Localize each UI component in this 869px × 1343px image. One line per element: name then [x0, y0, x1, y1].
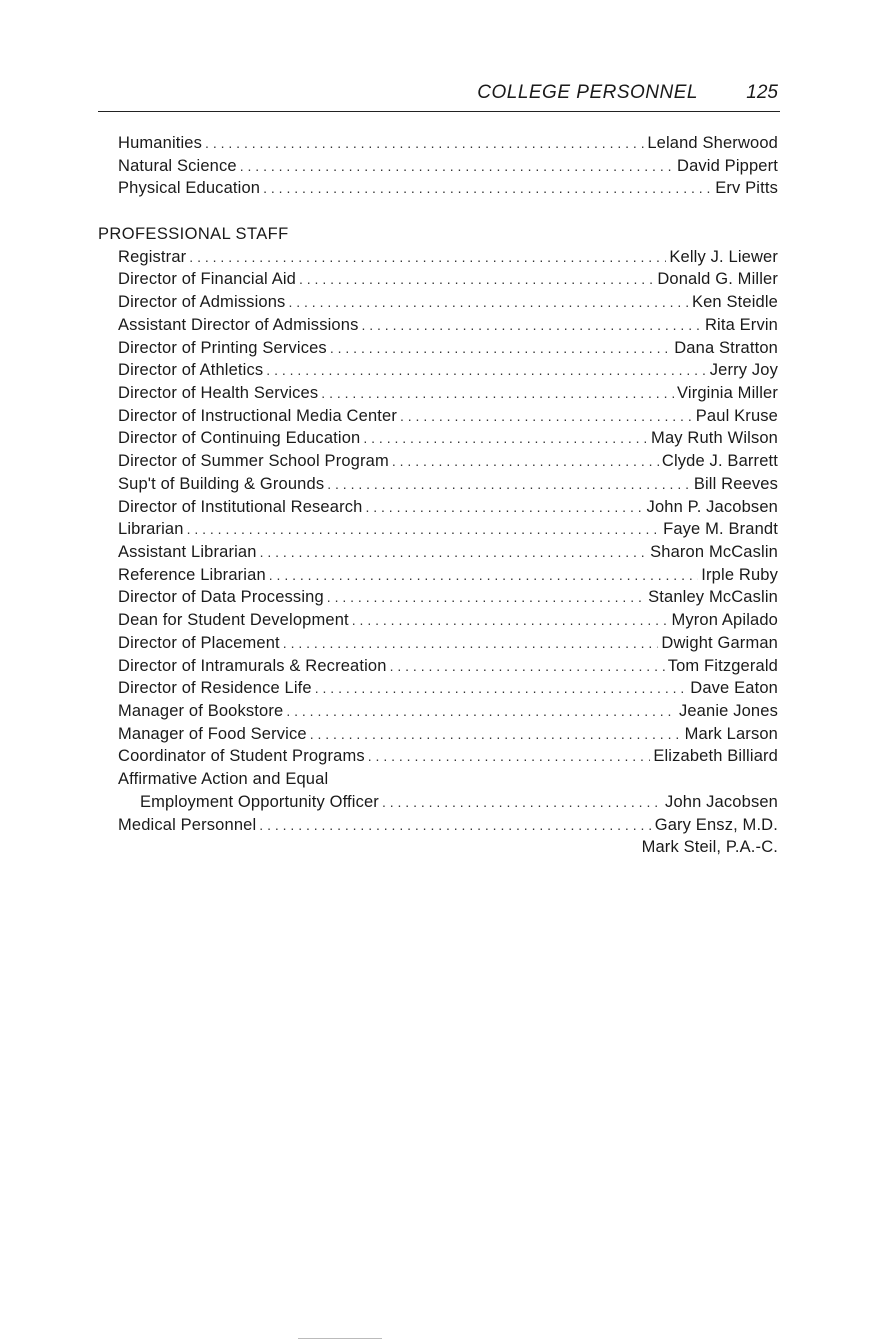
staff-row: [118, 564, 778, 586]
staff-row: [118, 518, 778, 540]
staff-row: [118, 723, 778, 745]
person-name: Mark Steil, P.A.-C.: [641, 838, 778, 856]
dot-leader: [283, 632, 659, 654]
role-label: Director of Financial Aid: [118, 270, 296, 288]
role-label: Librarian: [118, 520, 184, 538]
person-name: Virginia Miller: [677, 384, 778, 402]
role-label: Employment Opportunity Officer: [140, 793, 379, 811]
person-name: Gary Ensz, M.D.: [654, 816, 778, 834]
role-label: Sup't of Building & Grounds: [118, 475, 325, 493]
staff-row: [118, 586, 778, 608]
dot-leader: [187, 518, 661, 540]
role-label: Director of Admissions: [118, 293, 286, 311]
dot-leader: [392, 450, 659, 472]
role-label: Director of Institutional Research: [118, 498, 363, 516]
person-name: Elizabeth Billiard: [653, 747, 778, 765]
role-label: Medical Personnel: [118, 816, 257, 834]
role-label: Director of Intramurals & Recreation: [118, 657, 387, 675]
person-name: Jeanie Jones: [678, 702, 778, 720]
role-label: Humanities: [118, 134, 203, 152]
dot-leader: [315, 677, 688, 699]
dot-leader: [368, 745, 651, 767]
role-label: Manager of Food Service: [118, 725, 307, 743]
role-label: Director of Health Services: [118, 384, 319, 402]
person-name: Myron Apilado: [671, 611, 778, 629]
section-heading: PROFESSIONAL STAFF: [98, 225, 289, 243]
role-label: Assistant Librarian: [118, 543, 257, 561]
dot-leader: [321, 382, 674, 404]
staff-row: [118, 632, 778, 654]
person-name: John Jacobsen: [665, 793, 778, 811]
role-label: Natural Science: [118, 157, 237, 175]
person-name: Rita Ervin: [704, 316, 778, 334]
person-name: Dwight Garman: [661, 634, 778, 652]
header-rule: [98, 111, 780, 112]
role-label: Dean for Student Development: [118, 611, 349, 629]
role-label: Director of Placement: [118, 634, 280, 652]
dot-leader: [330, 337, 671, 359]
header-title: COLLEGE PERSONNEL: [477, 82, 698, 103]
role-label: Director of Athletics: [118, 361, 264, 379]
role-label: Registrar: [118, 248, 187, 266]
department-row: [118, 132, 778, 154]
person-name: Dave Eaton: [690, 679, 778, 697]
role-label: Director of Residence Life: [118, 679, 312, 697]
person-name: John P. Jacobsen: [646, 498, 778, 516]
person-name: Stanley McCaslin: [648, 588, 778, 606]
page-edge-mark: [298, 1338, 382, 1339]
staff-row: [118, 450, 778, 472]
staff-row: [118, 359, 778, 381]
dot-leader: [286, 700, 676, 722]
dot-leader: [266, 359, 706, 381]
person-name: Mark Larson: [684, 725, 778, 743]
dot-leader: [240, 155, 674, 177]
role-label: Director of Printing Services: [118, 339, 327, 357]
person-name: Erv Pitts: [715, 179, 778, 197]
dot-leader: [288, 291, 689, 313]
dot-leader: [260, 541, 648, 563]
staff-row: [118, 473, 778, 495]
person-name: Ken Steidle: [691, 293, 778, 311]
dot-leader: [365, 496, 643, 518]
dot-leader: [299, 268, 654, 290]
person-name: Kelly J. Liewer: [669, 248, 778, 266]
staff-row: [118, 314, 778, 336]
dot-leader: [189, 246, 666, 268]
staff-row: [118, 382, 778, 404]
dot-leader: [327, 586, 645, 608]
person-name: Clyde J. Barrett: [661, 452, 778, 470]
staff-row: [118, 405, 778, 427]
dot-leader: [259, 814, 651, 836]
dot-leader: [382, 791, 662, 813]
staff-row: [118, 677, 778, 699]
staff-row: [118, 337, 778, 359]
affirmative-action-label: Affirmative Action and Equal: [118, 770, 329, 788]
dot-leader: [327, 473, 691, 495]
running-header: [98, 82, 780, 112]
person-name: Jerry Joy: [709, 361, 778, 379]
staff-row: [118, 291, 778, 313]
person-name: Faye M. Brandt: [663, 520, 778, 538]
role-label: Reference Librarian: [118, 566, 266, 584]
staff-row: [118, 246, 778, 268]
staff-row: [140, 791, 778, 813]
dot-leader: [352, 609, 669, 631]
staff-row: [118, 655, 778, 677]
person-name: Tom Fitzgerald: [667, 657, 778, 675]
person-name: Donald G. Miller: [657, 270, 778, 288]
dot-leader: [363, 427, 648, 449]
person-name: Bill Reeves: [693, 475, 778, 493]
dot-leader: [390, 655, 665, 677]
dot-leader: [263, 177, 712, 199]
role-label: Assistant Director of Admissions: [118, 316, 359, 334]
staff-row: [118, 541, 778, 563]
role-label: Director of Summer School Program: [118, 452, 389, 470]
person-name: Sharon McCaslin: [650, 543, 778, 561]
role-label: Director of Instructional Media Center: [118, 407, 397, 425]
staff-row: [118, 700, 778, 722]
staff-row: [118, 814, 778, 836]
role-label: Director of Continuing Education: [118, 429, 361, 447]
role-label: Physical Education: [118, 179, 261, 197]
person-name: Dana Stratton: [674, 339, 778, 357]
department-row: [118, 155, 778, 177]
staff-row: [118, 745, 778, 767]
page-number: 125: [746, 82, 778, 103]
dot-leader: [400, 405, 693, 427]
person-name: Leland Sherwood: [647, 134, 778, 152]
dot-leader: [361, 314, 702, 336]
staff-row: [118, 268, 778, 290]
role-label: Director of Data Processing: [118, 588, 324, 606]
dot-leader: [205, 132, 644, 154]
staff-row: [118, 609, 778, 631]
person-name: May Ruth Wilson: [651, 429, 778, 447]
person-name: Irple Ruby: [701, 566, 778, 584]
person-name: Paul Kruse: [695, 407, 778, 425]
department-row: [118, 177, 778, 199]
role-label: Coordinator of Student Programs: [118, 747, 365, 765]
dot-leader: [269, 564, 699, 586]
staff-row: [118, 496, 778, 518]
dot-leader: [310, 723, 682, 745]
staff-row: [118, 427, 778, 449]
person-name: David Pippert: [677, 157, 778, 175]
role-label: Manager of Bookstore: [118, 702, 284, 720]
